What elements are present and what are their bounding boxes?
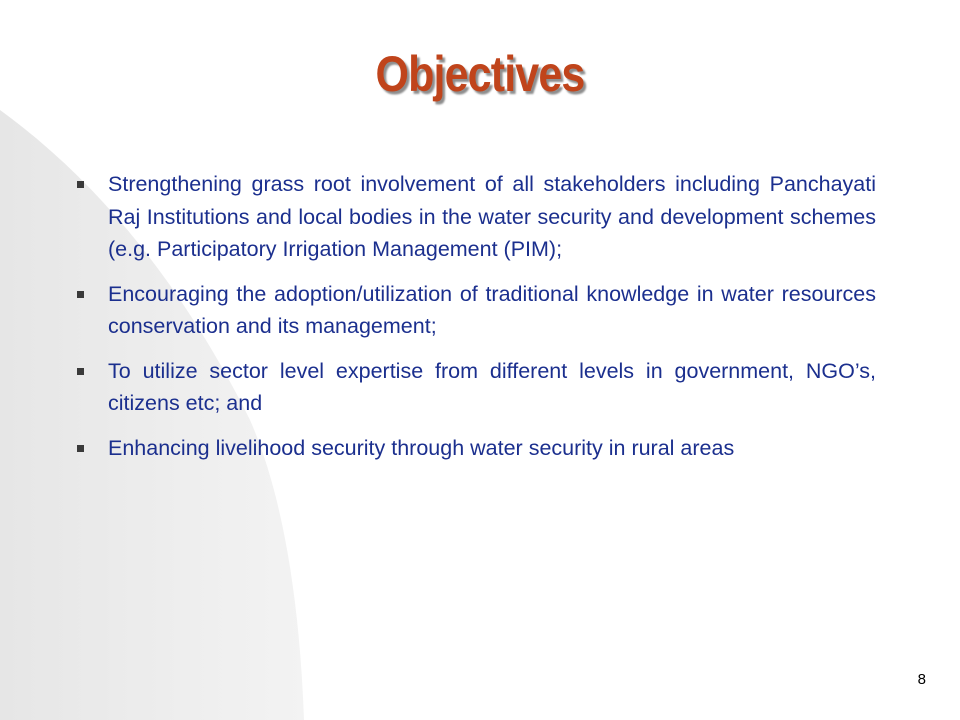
- slide-title: Objectives: [375, 46, 585, 102]
- bullet-item: [72, 278, 876, 343]
- square-bullet-icon: [77, 181, 84, 188]
- bullet-text: Strengthening grass root involvement of all stakeholders including Panchayati Raj Institutions and local bodies in the water security and development schemes (e.g. Participatory Irrigation Management (PIM);: [108, 172, 876, 261]
- bullet-list: [72, 168, 876, 476]
- square-bullet-icon: [77, 291, 84, 298]
- square-bullet-icon: [77, 368, 84, 375]
- page-number: 8: [917, 671, 926, 688]
- bullet-text: Encouraging the adoption/utilization of traditional knowledge in water resources conservation and its management;: [108, 281, 876, 338]
- bullet-text: To utilize sector level expertise from different levels in government, NGO’s, citizens etc; and: [108, 358, 876, 415]
- bullet-item: [72, 168, 876, 266]
- bullet-item: [72, 432, 876, 465]
- bullet-text: Enhancing livelihood security through water security in rural areas: [108, 435, 735, 460]
- square-bullet-icon: [77, 445, 84, 452]
- bullet-item: [72, 355, 876, 420]
